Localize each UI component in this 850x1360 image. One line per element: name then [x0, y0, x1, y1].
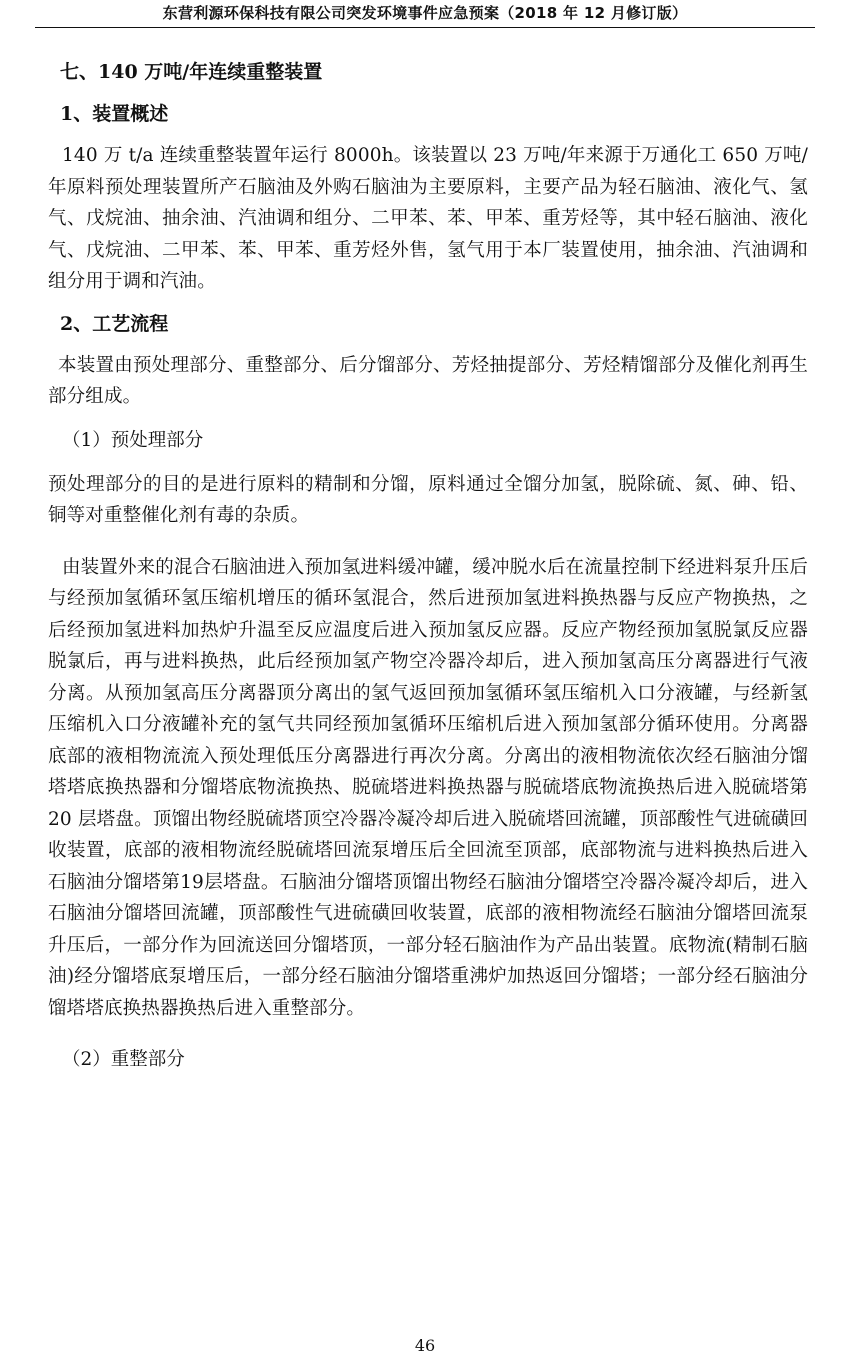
- pretreatment-heading: （1）预处理部分: [62, 429, 204, 451]
- overview-heading: 1、装置概述: [60, 103, 169, 125]
- document-body: [48, 58, 808, 1076]
- pretreatment-detail-paragraph: 由装置外来的混合石脑油进入预加氢进料缓冲罐，缓冲脱水后在流量控制下经进料泵升压后与经预加氢循环氢压缩机增压的循环氢混合，然后进预加氢进料换热器与反应产物换热，之后经预加氢进料加热炉升温至反应温度后进入预加氢反应器。反应产物经预加氢脱氯反应器脱氯后，再与进料换热，此后经预加氢产物空冷器冷却后，进入预加氢高压分离器进行气液分离。从预加氢高压分离器顶分离出的氢气返回预加氢循环氢压缩机入口分液罐，与经新氢压缩机入口分液罐补充的氢气共同经预加氢循环压缩机后进入预加氢部分循环使用。分离器底部的液相物流流入预处理低压分离器进行再次分离。分离出的液相物流依次经石脑油分馏塔塔底换热器和分馏塔底物流换热、脱硫塔进料换热器与脱硫塔底物流换热后进入脱硫塔第 20 层塔盘。顶馏出物经脱硫塔顶空冷器冷凝冷却后进入脱硫塔回流罐，顶部酸性气进硫磺回收装置，底部的液相物流经脱硫塔回流泵增压后全回流至顶部，底部物流与进料换热后进入石脑油分馏塔第19层塔盘。石脑油分馏塔顶馏出物经石脑油分馏塔空冷器冷凝冷却后，进入石脑油分馏塔回流罐，顶部酸性气进硫磺回收装置，底部的液相物流经石脑油分馏塔回流泵升压后，一部分作为回流送回分馏塔顶，一部分轻石脑油作为产品出装置。底物流(精制石脑油)经分馏塔底泵增压后，一部分经石脑油分馏塔重沸炉加热返回分馏塔；一部分经石脑油分馏塔塔底换热器换热后进入重整部分。: [48, 556, 809, 1019]
- pretreatment-purpose-paragraph: 预处理部分的目的是进行原料的精制和分馏，原料通过全馏分加氢，脱除硫、氮、砷、铅、铜等对重整催化剂有毒的杂质。: [48, 473, 808, 526]
- process-heading: 2、工艺流程: [60, 312, 169, 335]
- page-header: 东营利源环保科技有限公司突发环境事件应急预案（2018 年 12 月修订版）: [162, 4, 688, 22]
- header-rule: [35, 27, 815, 28]
- reforming-heading: （2）重整部分: [62, 1049, 185, 1070]
- page-number: 46: [414, 1336, 436, 1355]
- overview-paragraph: 140 万 t/a 连续重整装置年运行 8000h。该装置以 23 万吨/年来源于万通化工 650 万吨/年原料预处理装置所产石脑油及外购石脑油为主要原料，主要产品为轻石脑油、液化气、氢气、戊烷油、抽余油、汽油调和组分、二甲苯、苯、甲苯、重芳烃等，其中轻石脑油、液化气、戊烷油、二甲苯、苯、甲苯、重芳烃外售，氢气用于本厂装置使用，抽余油、汽油调和组分用于调和汽油。: [48, 145, 808, 292]
- section-title: 七、140 万吨/年连续重整装置: [60, 61, 323, 83]
- process-intro-paragraph: 本装置由预处理部分、重整部分、后分馏部分、芳烃抽提部分、芳烃精馏部分及催化剂再生部分组成。: [48, 354, 808, 407]
